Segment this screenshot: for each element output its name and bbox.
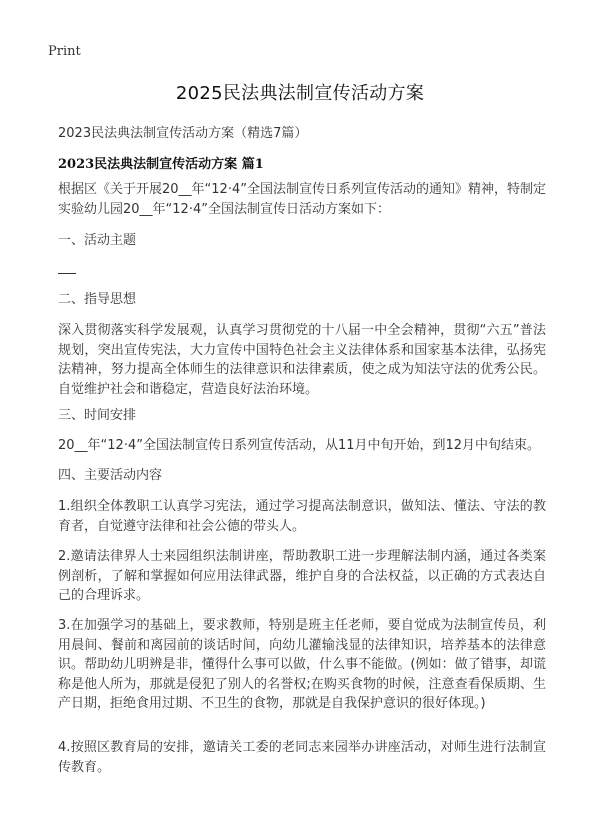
section-2-title: 二、指导思想 (58, 292, 137, 307)
activity-item-4: 4.按照区教育局的安排，邀请关工委的老同志来园举办讲座活动，对师生进行法制宣传教育。 (58, 740, 546, 775)
activity-item-1: 1.组织全体教职工认真学习宪法，通过学习提高法制意识，做知法、懂法、守法的教育者，自觉遵守法律和社会公德的带头人。 (58, 499, 546, 534)
section-1-body-dash (58, 273, 76, 274)
section-2-body: 深入贯彻落实科学发展观，认真学习贯彻党的十八届一中全会精神，贯彻“六五”普法规划，突出宣传宪法，大力宣传中国特色社会主义法律体系和国家基本法律，弘扬宪法精神，努力提高全体师生的法律意识和法律素质，使之成为知法守法的优秀公民。自觉维护社会和谐稳定，营造良好法治环境。 (58, 323, 546, 397)
intro-paragraph: 根据区《关于开展20__年“12·4”全国法制宣传日系列宣传活动的通知》精神，特制定实验幼儿园20__年“12·4”全国法制宣传日活动方案如下： (58, 182, 546, 217)
document-subtitle: 2023民法典法制宣传活动方案（精选7篇） (58, 126, 308, 141)
article-heading: 2023民法典法制宣传活动方案 篇1 (58, 157, 264, 172)
section-3-body: 20__年“12·4”全国法制宣传日系列宣传活动，从11月中旬开始，到12月中旬结束。 (58, 438, 541, 453)
print-label: Print (48, 44, 81, 59)
document-title: 2025民法典法制宣传活动方案 (175, 83, 425, 104)
section-4-title: 四、主要活动内容 (58, 468, 163, 483)
section-3-title: 三、时间安排 (58, 408, 137, 423)
activity-item-2: 2.邀请法律界人士来园组织法制讲座，帮助教职工进一步理解法制内涵，通过各类案例剖析，了解和掌握如何应用法律武器，维护自身的合法权益，以正确的方式表达自己的合理诉求。 (58, 549, 546, 603)
section-1-title: 一、活动主题 (58, 233, 137, 248)
activity-item-3: 3.在加强学习的基础上，要求教师，特别是班主任老师，要自觉成为法制宣传员，利用晨间、餐前和离园前的谈话时间，向幼儿灌输浅显的法律知识，培养基本的法律意识。帮助幼儿明辨是非，懂得什么事可以做，什么事不能做。(例如：做了错事，却谎称是他人所为，那就是侵犯了别人的名誉权;在购买食物的时候，注意查看保质期、生产日期，拒绝食用过期、不卫生的食物，那就是自我保护意识的很好体现。) (58, 618, 546, 711)
